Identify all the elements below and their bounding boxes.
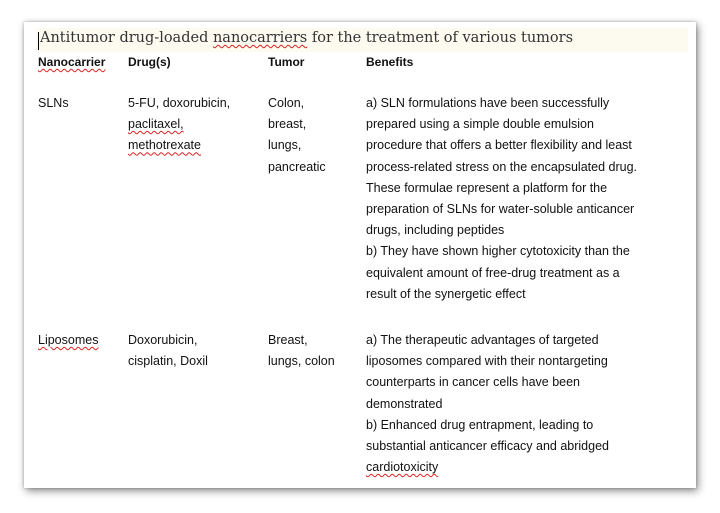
sln-benefit-line: drugs, including peptides	[366, 223, 505, 238]
sln-benefit-line: process-related stress on the encapsulated drug.	[366, 159, 637, 174]
sln-name: SLNs	[38, 96, 69, 110]
liposomes-benefit-line: cardiotoxicity	[366, 460, 439, 475]
liposomes-benefit-line: demonstrated	[366, 396, 443, 411]
sln-drug-line: methotrexate	[128, 138, 201, 153]
row-sln-tumor	[268, 93, 326, 178]
sln-benefit-line: procedure that offers a better flexibility and least	[366, 138, 632, 153]
title-text-2: for the treatment of various tumors	[307, 30, 574, 46]
document-frame	[24, 22, 696, 488]
row-sln-nanocarrier	[38, 93, 69, 114]
header-tumor: Tumor	[268, 55, 305, 69]
liposomes-benefit-line: b) Enhanced drug entrapment, leading to	[366, 417, 594, 432]
row-liposomes-tumor	[268, 330, 335, 372]
row-sln-drugs	[128, 93, 230, 157]
liposomes-benefit-line: a) The therapeutic advantages of targeted	[366, 333, 599, 347]
text-cursor	[38, 32, 39, 50]
liposomes-benefit-line: substantial anticancer efficacy and abridged	[366, 439, 609, 454]
sln-drug-line: 5-FU, doxorubicin,	[128, 96, 231, 110]
row-liposomes-benefits	[366, 330, 609, 478]
sln-benefit-line: result of the synergetic effect	[366, 286, 526, 301]
header-drugs: Drug(s)	[128, 55, 171, 69]
header-nanocarrier: Nanocarrier	[38, 55, 106, 69]
liposomes-drug-line: Doxorubicin,	[128, 333, 198, 347]
table-title	[40, 30, 573, 46]
sln-benefit-line: b) They have shown higher cytotoxicity than the	[366, 244, 630, 259]
sln-drug-line: paclitaxel,	[128, 117, 184, 132]
sln-tumor-line: lungs,	[268, 138, 302, 153]
liposomes-name: Liposomes	[38, 333, 99, 347]
liposomes-benefit-line: liposomes compared with their nontargeting	[366, 354, 608, 369]
row-liposomes-nanocarrier	[38, 330, 98, 351]
sln-benefit-line: preparation of SLNs for water-soluble anticancer	[366, 202, 635, 217]
row-sln-benefits	[366, 93, 637, 305]
liposomes-benefit-line: counterparts in cancer cells have been	[366, 375, 581, 390]
sln-benefit-line: a) SLN formulations have been successfully	[366, 96, 610, 110]
sln-benefit-line: equivalent amount of free-drug treatment as a	[366, 265, 620, 280]
liposomes-tumor-line: Breast,	[268, 333, 308, 347]
sln-tumor-line: pancreatic	[268, 159, 326, 174]
sln-benefit-line: These formulae represent a platform for the	[366, 180, 608, 195]
liposomes-drug-line: cisplatin, Doxil	[128, 354, 208, 369]
liposomes-tumor-line: lungs, colon	[268, 354, 335, 369]
sln-benefit-line: prepared using a simple double emulsion	[366, 117, 594, 132]
header-benefits: Benefits	[366, 55, 414, 69]
title-text-1: Antitumor drug-loaded	[40, 30, 213, 46]
row-liposomes-drugs	[128, 330, 208, 372]
title-word-nanocarriers: nanocarriers	[212, 30, 308, 46]
sln-tumor-line: breast,	[268, 117, 307, 132]
sln-tumor-line: Colon,	[268, 96, 305, 110]
